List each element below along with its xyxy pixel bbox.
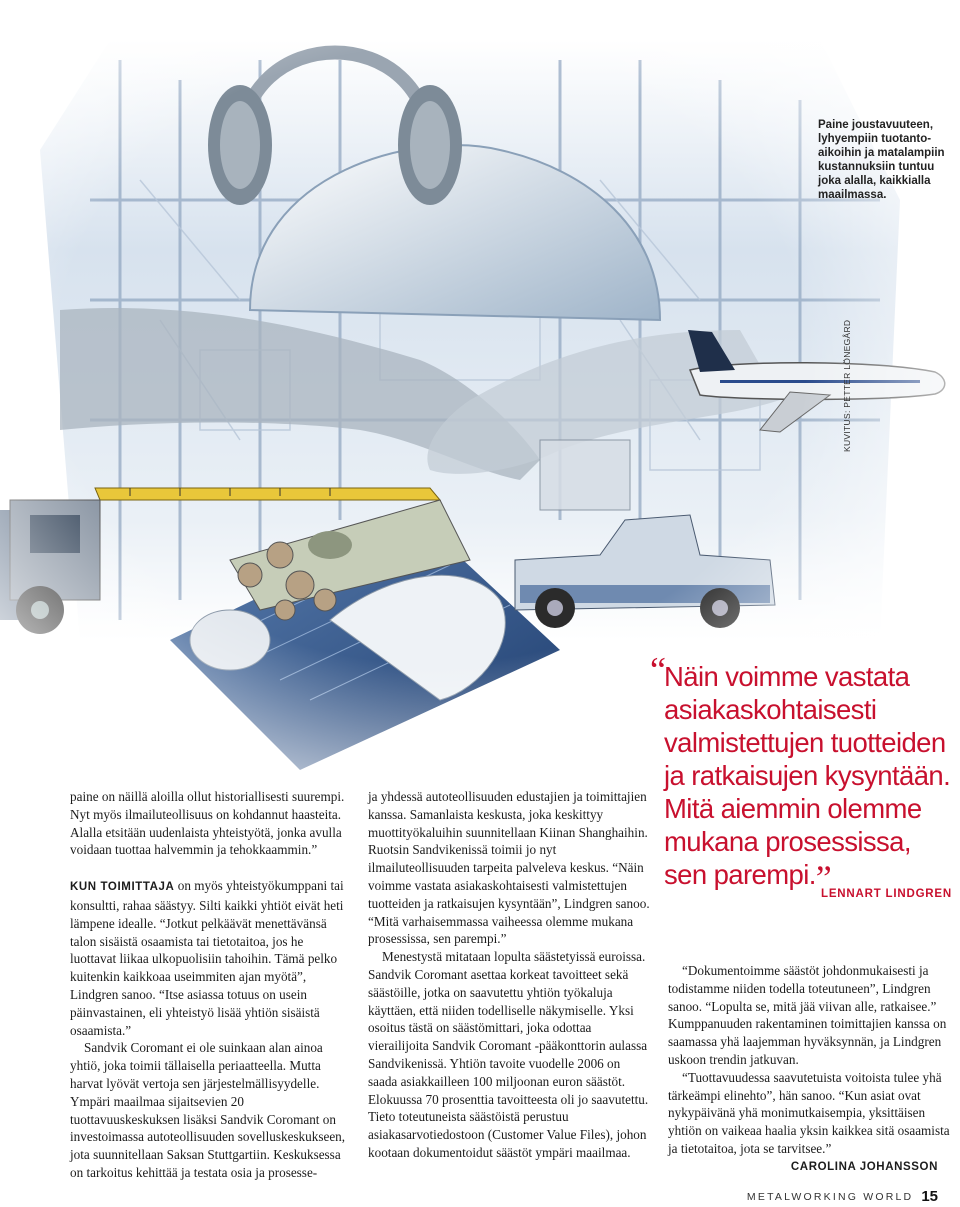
paragraph: Menestystä mitataan lopulta säästetyissä euroissa. Sandvik Coromant asettaa korkeat tavoitteet sekä säästöille, jotka on saavutettu yhtiön työkaluja käyttäen, että niiden todelliselle näkymiselle. Yksi osoitus tästä on säästömittari, joka odottaa vierailijoita Sandvik Coromant -pääkonttorin aulassa Sandvikenissä. Yhtiön tavoite vuodelle 2006 on saada asiakkailleen 100 miljoonan euron säästöt. Elokuussa 70 prosenttia tavoitteesta oli jo saavutettu. Tieto toteutuneista säästöistä perustuu asiakasarvotiedostoon (Customer Value Files), johon kootaan dokumentoidut säästöt ympäri maailmaa. (368, 949, 649, 1160)
close-quote-mark-icon: ” (815, 858, 832, 898)
paragraph: ja yhdessä autoteollisuuden edustajien ja toimittajien kanssa. Samanlaista keskusta, joka keskittyy muottityökaluihin suunnitellaan Kiinan Shanghaihin. Ruotsin Sandvikenissä toimii jo nyt ilmailuteollisuuden tarpeita palveleva keskus. “Näin voimme vastata asiakaskohtaisesti valmistettujen tuotteiden ja ratkaisujen kysyntään”, Lindgren sanoo. “Mitä varhaisemmassa vaiheessa olemme mukana prosessissa, sen parempi.” (368, 789, 650, 947)
section-lead-in: KUN TOIMITTAJA (70, 881, 175, 894)
article-column-3 (668, 962, 950, 1177)
article-column-1 (70, 788, 352, 1182)
paragraph-text: on myös yhteistyökumppani tai konsultti, rahaa säästyy. Silti kaikki yhtiöt eivät heti lämpene idealle. “Jotkut pelkäävät menettävänsä talon sisäistä osaamista tai tietotaitoa, jos he luottavat liikaa ulkopuolisiin tahoihin. Tämä pelko kuitenkin kaikkoaa useimmiten ajan myötä”, Lindgren sanoo. “Itse asiassa totuus on usein päinvastainen, eli yhteistyö lisää yhtiön sisäistä osaamista.” (70, 878, 344, 1038)
magazine-name: METALWORKING WORLD (746, 1191, 914, 1203)
paragraph: Sandvik Coromant ei ole suinkaan alan ainoa yhtiö, joka toimii tällaisella periaatteella. Mutta harvat lyövät vertoja sen järjestelmällisyydelle. Ympäri maailmaa sijaitsevien 20 tuottavuuskeskuksen lisäksi Sandvik Coromant on investoimassa autoteollisuuden sovelluskeskukseen, jota suunnitellaan Saksan Stuttgartiin. Keskuksessa on tarkoitus kehittää ja testata osia ja prosesse- (70, 1040, 346, 1180)
author-signature: CAROLINA JOHANSSON (790, 1160, 938, 1173)
pull-quote-attribution: LENNART LINDGREN (821, 888, 952, 900)
paragraph (70, 877, 352, 1039)
open-quote-mark-icon: “ (650, 650, 666, 690)
pull-quote-text: Näin voimme vastata asiakaskohtaisesti valmistettujen tuotteiden ja ratkaisujen kysyntään. Mitä aiemmin olemme mukana prosessissa, sen parempi. (664, 661, 951, 890)
paragraph: “Dokumentoimme säästöt johdonmukaisesti ja todistamme niiden todella toteutuneen”, Lindgren sanoo. “Lopulta se, mitä jää viivan alle, ratkaisee.” Kumppanuuden rakentaminen toimittajien kanssa on saamassa yhä laajemman hyväksynnän, ja Lindgren uskoon trendin jatkuvan. (668, 963, 947, 1067)
image-caption: Paine joustavuuteen, lyhyempiin tuotanto-aikoihin ja matalampiin kustannuksiin tuntuu joka alalla, kaikkialla maailmassa. (818, 119, 945, 201)
page-number: 15 (921, 1188, 938, 1205)
paragraph: paine on näillä aloilla ollut historiallisesti suurempi. Nyt myös ilmailuteollisuus on kohdannut haasteita. Alalla etsitään uudenlaista yhteistyötä, jonka avulla voidaan tuottaa halvemmin ja tehokkaammin.” (70, 789, 345, 858)
paragraph: “Tuottavuudessa saavutetuista voitoista tulee yhä tärkeämpi elinehto”, hän sanoo. “Kun asiat ovat nykypäivänä yhä monimutkaisempia, yksittäisen yhtiön on vaikeaa haalia yksin kaikkea sitä osaamista ja tietotaitoa, jota se tarvitsee.” (668, 1069, 950, 1156)
article-column-2 (368, 788, 650, 1162)
page-footer (747, 1188, 938, 1205)
photo-credit: KUVITUS: PETTER LÖNEGÅRD (842, 319, 852, 452)
